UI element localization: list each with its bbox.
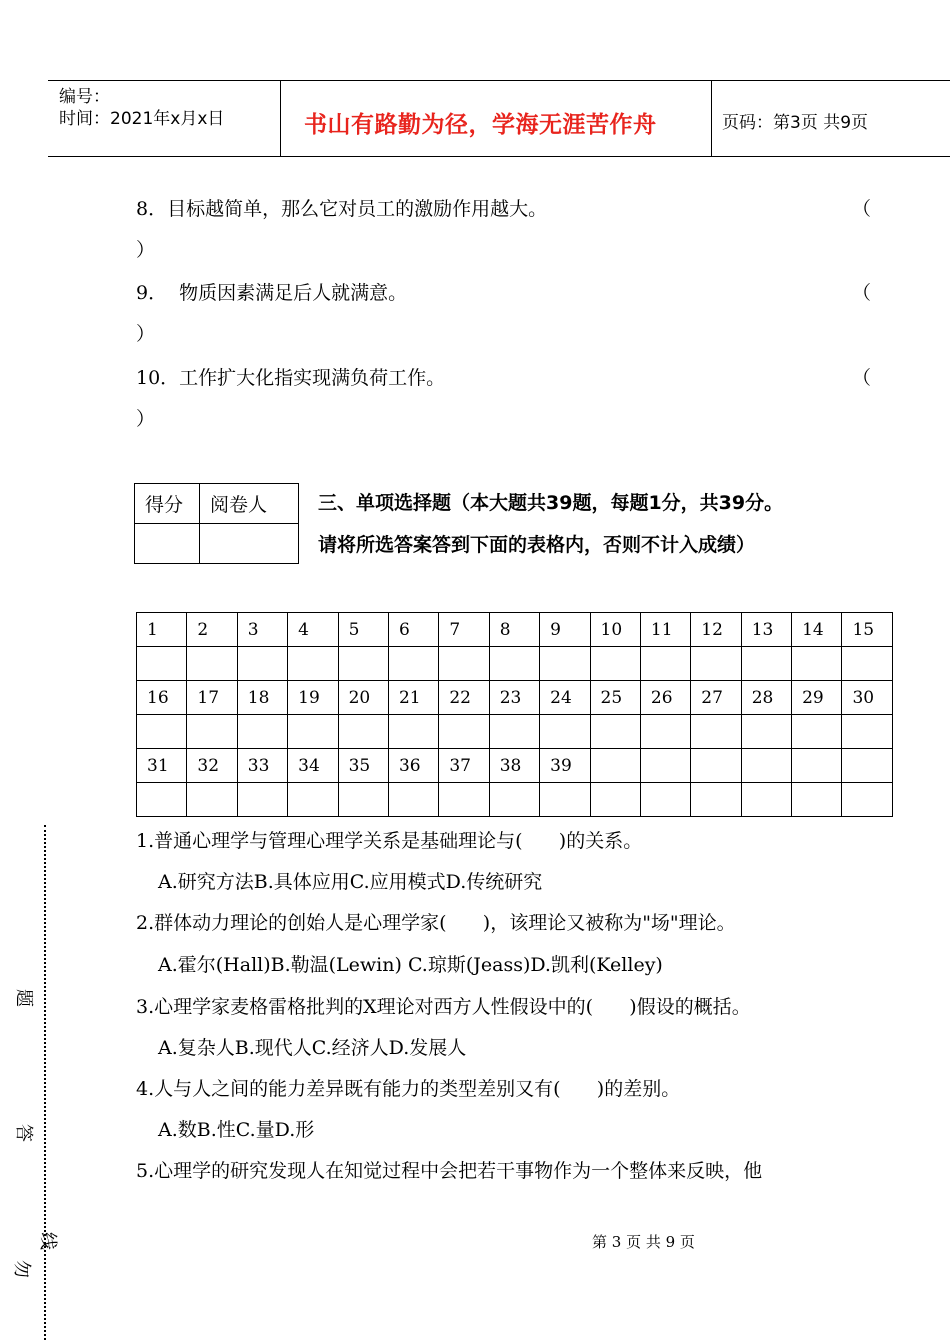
mc-options-2: A.霍尔(Hall)B.勒温(Lewin) C.琼斯(Jeass)D.凯利(Kelley) [158,954,663,976]
grid-answer-cell[interactable] [590,647,640,681]
grid-number-cell: 28 [741,681,791,715]
grid-answer-cell[interactable] [388,715,438,749]
grid-answer-cell[interactable] [691,783,741,817]
mc-options-1: A.研究方法B.具体应用C.应用模式D.传统研究 [158,871,543,893]
grader-label: 阅卷人 [200,484,299,524]
grid-number-cell: 32 [187,749,237,783]
grid-answer-cell[interactable] [137,783,187,817]
grid-answer-cell[interactable] [842,715,893,749]
tf-paren-open-9: （ [852,282,872,304]
grid-answer-cell[interactable] [439,783,489,817]
grid-number-cell: 6 [388,613,438,647]
mc-question-5: 5.心理学的研究发现人在知觉过程中会把若干事物作为一个整体来反映，他 [136,1160,763,1182]
grid-number-cell: 3 [237,613,287,647]
grid-answer-cell[interactable] [792,715,842,749]
grid-number-cell [640,749,690,783]
grid-answer-cell[interactable] [338,715,388,749]
grid-number-cell: 17 [187,681,237,715]
grid-answer-cell[interactable] [640,783,690,817]
grid-number-cell: 13 [741,613,791,647]
grid-number-cell: 10 [590,613,640,647]
grid-number-cell: 37 [439,749,489,783]
header-bottom-rule [48,156,950,157]
tf-paren-open-8: （ [852,198,872,220]
answer-grid [136,612,893,817]
grid-answer-cell[interactable] [187,647,237,681]
score-label: 得分 [135,484,200,524]
grid-answer-cell[interactable] [691,715,741,749]
grid-number-cell: 30 [842,681,893,715]
mc-question-4: 4.人与人之间的能力差异既有能力的类型差别又有( )的差别。 [136,1078,681,1100]
grid-number-cell: 15 [842,613,893,647]
motto: 书山有路勤为径，学海无涯苦作舟 [304,112,657,138]
grid-number-cell: 27 [691,681,741,715]
header-divider-1 [280,80,281,157]
grid-answer-cell[interactable] [237,647,287,681]
mc-question-1: 1.普通心理学与管理心理学关系是基础理论与( )的关系。 [136,830,643,852]
grid-answer-cell[interactable] [842,783,893,817]
grid-number-cell: 39 [540,749,590,783]
grid-answer-cell[interactable] [439,647,489,681]
grid-number-cell: 5 [338,613,388,647]
grid-number-cell: 7 [439,613,489,647]
grid-answer-row [137,715,893,749]
section3-title-line1: 三、单项选择题（本大题共39题，每题1分，共39分。 [318,492,784,514]
grid-answer-cell[interactable] [691,647,741,681]
binding-text-da: 答 [13,1124,34,1142]
grid-answer-cell[interactable] [237,715,287,749]
grid-answer-row [137,647,893,681]
grid-number-cell [741,749,791,783]
grid-answer-row [137,783,893,817]
grid-number-cell: 14 [792,613,842,647]
grid-number-cell: 8 [489,613,539,647]
section3-title-line2: 请将所选答案答到下面的表格内，否则不计入成绩） [318,534,756,556]
grid-number-cell: 35 [338,749,388,783]
grid-answer-cell[interactable] [792,647,842,681]
grid-number-cell: 18 [237,681,287,715]
score-box [134,483,299,564]
grid-answer-cell[interactable] [237,783,287,817]
grid-number-cell [590,749,640,783]
grid-number-cell: 12 [691,613,741,647]
grid-number-cell: 21 [388,681,438,715]
grid-number-cell: 25 [590,681,640,715]
grid-answer-cell[interactable] [439,715,489,749]
grid-answer-cell[interactable] [288,783,338,817]
grid-answer-cell[interactable] [540,715,590,749]
tf-paren-close-9: ） [136,323,156,345]
number-label: 编号： [59,87,110,107]
grid-answer-cell[interactable] [187,715,237,749]
grid-answer-cell[interactable] [842,647,893,681]
score-field[interactable] [135,524,200,564]
grid-number-cell: 4 [288,613,338,647]
grid-number-cell: 29 [792,681,842,715]
grid-answer-cell[interactable] [640,715,690,749]
grid-answer-cell[interactable] [489,783,539,817]
grid-number-cell: 33 [237,749,287,783]
grid-number-cell: 23 [489,681,539,715]
grid-number-cell: 34 [288,749,338,783]
binding-dotted-line [44,825,46,1340]
grid-number-cell [691,749,741,783]
grid-answer-cell[interactable] [640,647,690,681]
page-footer: 第 3 页 共 9 页 [592,1233,695,1251]
grid-answer-cell[interactable] [388,647,438,681]
grid-number-cell: 1 [137,613,187,647]
tf-question-8: 8．目标越简单，那么它对员工的激励作用越大。 [136,198,548,220]
grid-number-cell [792,749,842,783]
grid-number-cell: 22 [439,681,489,715]
grid-answer-cell[interactable] [741,647,791,681]
grid-answer-cell[interactable] [590,783,640,817]
tf-paren-close-8: ） [136,239,156,261]
header-top-rule [48,80,950,81]
grid-answer-cell[interactable] [388,783,438,817]
binding-text-xian: 线 [37,1232,58,1250]
tf-paren-close-10: ） [136,408,156,430]
mc-options-4: A.数B.性C.量D.形 [158,1119,315,1141]
grid-number-cell: 16 [137,681,187,715]
grid-number-cell: 24 [540,681,590,715]
grid-answer-cell[interactable] [792,783,842,817]
grid-answer-cell[interactable] [137,647,187,681]
grid-answer-cell[interactable] [187,783,237,817]
grid-answer-cell[interactable] [288,715,338,749]
page-label: 页码：第3页 共9页 [722,113,869,133]
binding-text-wu: 勿 [11,1260,32,1278]
grid-number-cell: 38 [489,749,539,783]
tf-question-10: 10．工作扩大化指实现满负荷工作。 [136,367,446,389]
grid-number-cell: 9 [540,613,590,647]
grid-number-cell: 11 [640,613,690,647]
grid-answer-cell[interactable] [540,783,590,817]
grid-number-cell: 26 [640,681,690,715]
grid-answer-cell[interactable] [489,647,539,681]
grid-answer-cell[interactable] [489,715,539,749]
grid-number-row [137,613,893,647]
grid-answer-cell[interactable] [338,783,388,817]
grid-number-row [137,681,893,715]
grid-answer-cell[interactable] [338,647,388,681]
grid-answer-cell[interactable] [741,715,791,749]
grid-number-cell: 2 [187,613,237,647]
mc-options-3: A.复杂人B.现代人C.经济人D.发展人 [158,1037,467,1059]
binding-text-ti: 题 [13,989,34,1007]
time-label: 时间：2021年x月x日 [59,109,225,129]
grid-number-row [137,749,893,783]
grid-number-cell [842,749,893,783]
tf-paren-open-10: （ [852,367,872,389]
grader-field[interactable] [200,524,299,564]
grid-answer-cell[interactable] [540,647,590,681]
grid-answer-cell[interactable] [137,715,187,749]
mc-question-2: 2.群体动力理论的创始人是心理学家( )，该理论又被称为"场"理论。 [136,912,736,934]
grid-answer-cell[interactable] [741,783,791,817]
grid-answer-cell[interactable] [288,647,338,681]
header-divider-2 [711,80,712,157]
mc-question-3: 3.心理学家麦格雷格批判的X理论对西方人性假设中的( )假设的概括。 [136,996,751,1018]
grid-answer-cell[interactable] [590,715,640,749]
grid-number-cell: 36 [388,749,438,783]
grid-number-cell: 19 [288,681,338,715]
grid-number-cell: 20 [338,681,388,715]
grid-number-cell: 31 [137,749,187,783]
tf-question-9: 9． 物质因素满足后人就满意。 [136,282,408,304]
